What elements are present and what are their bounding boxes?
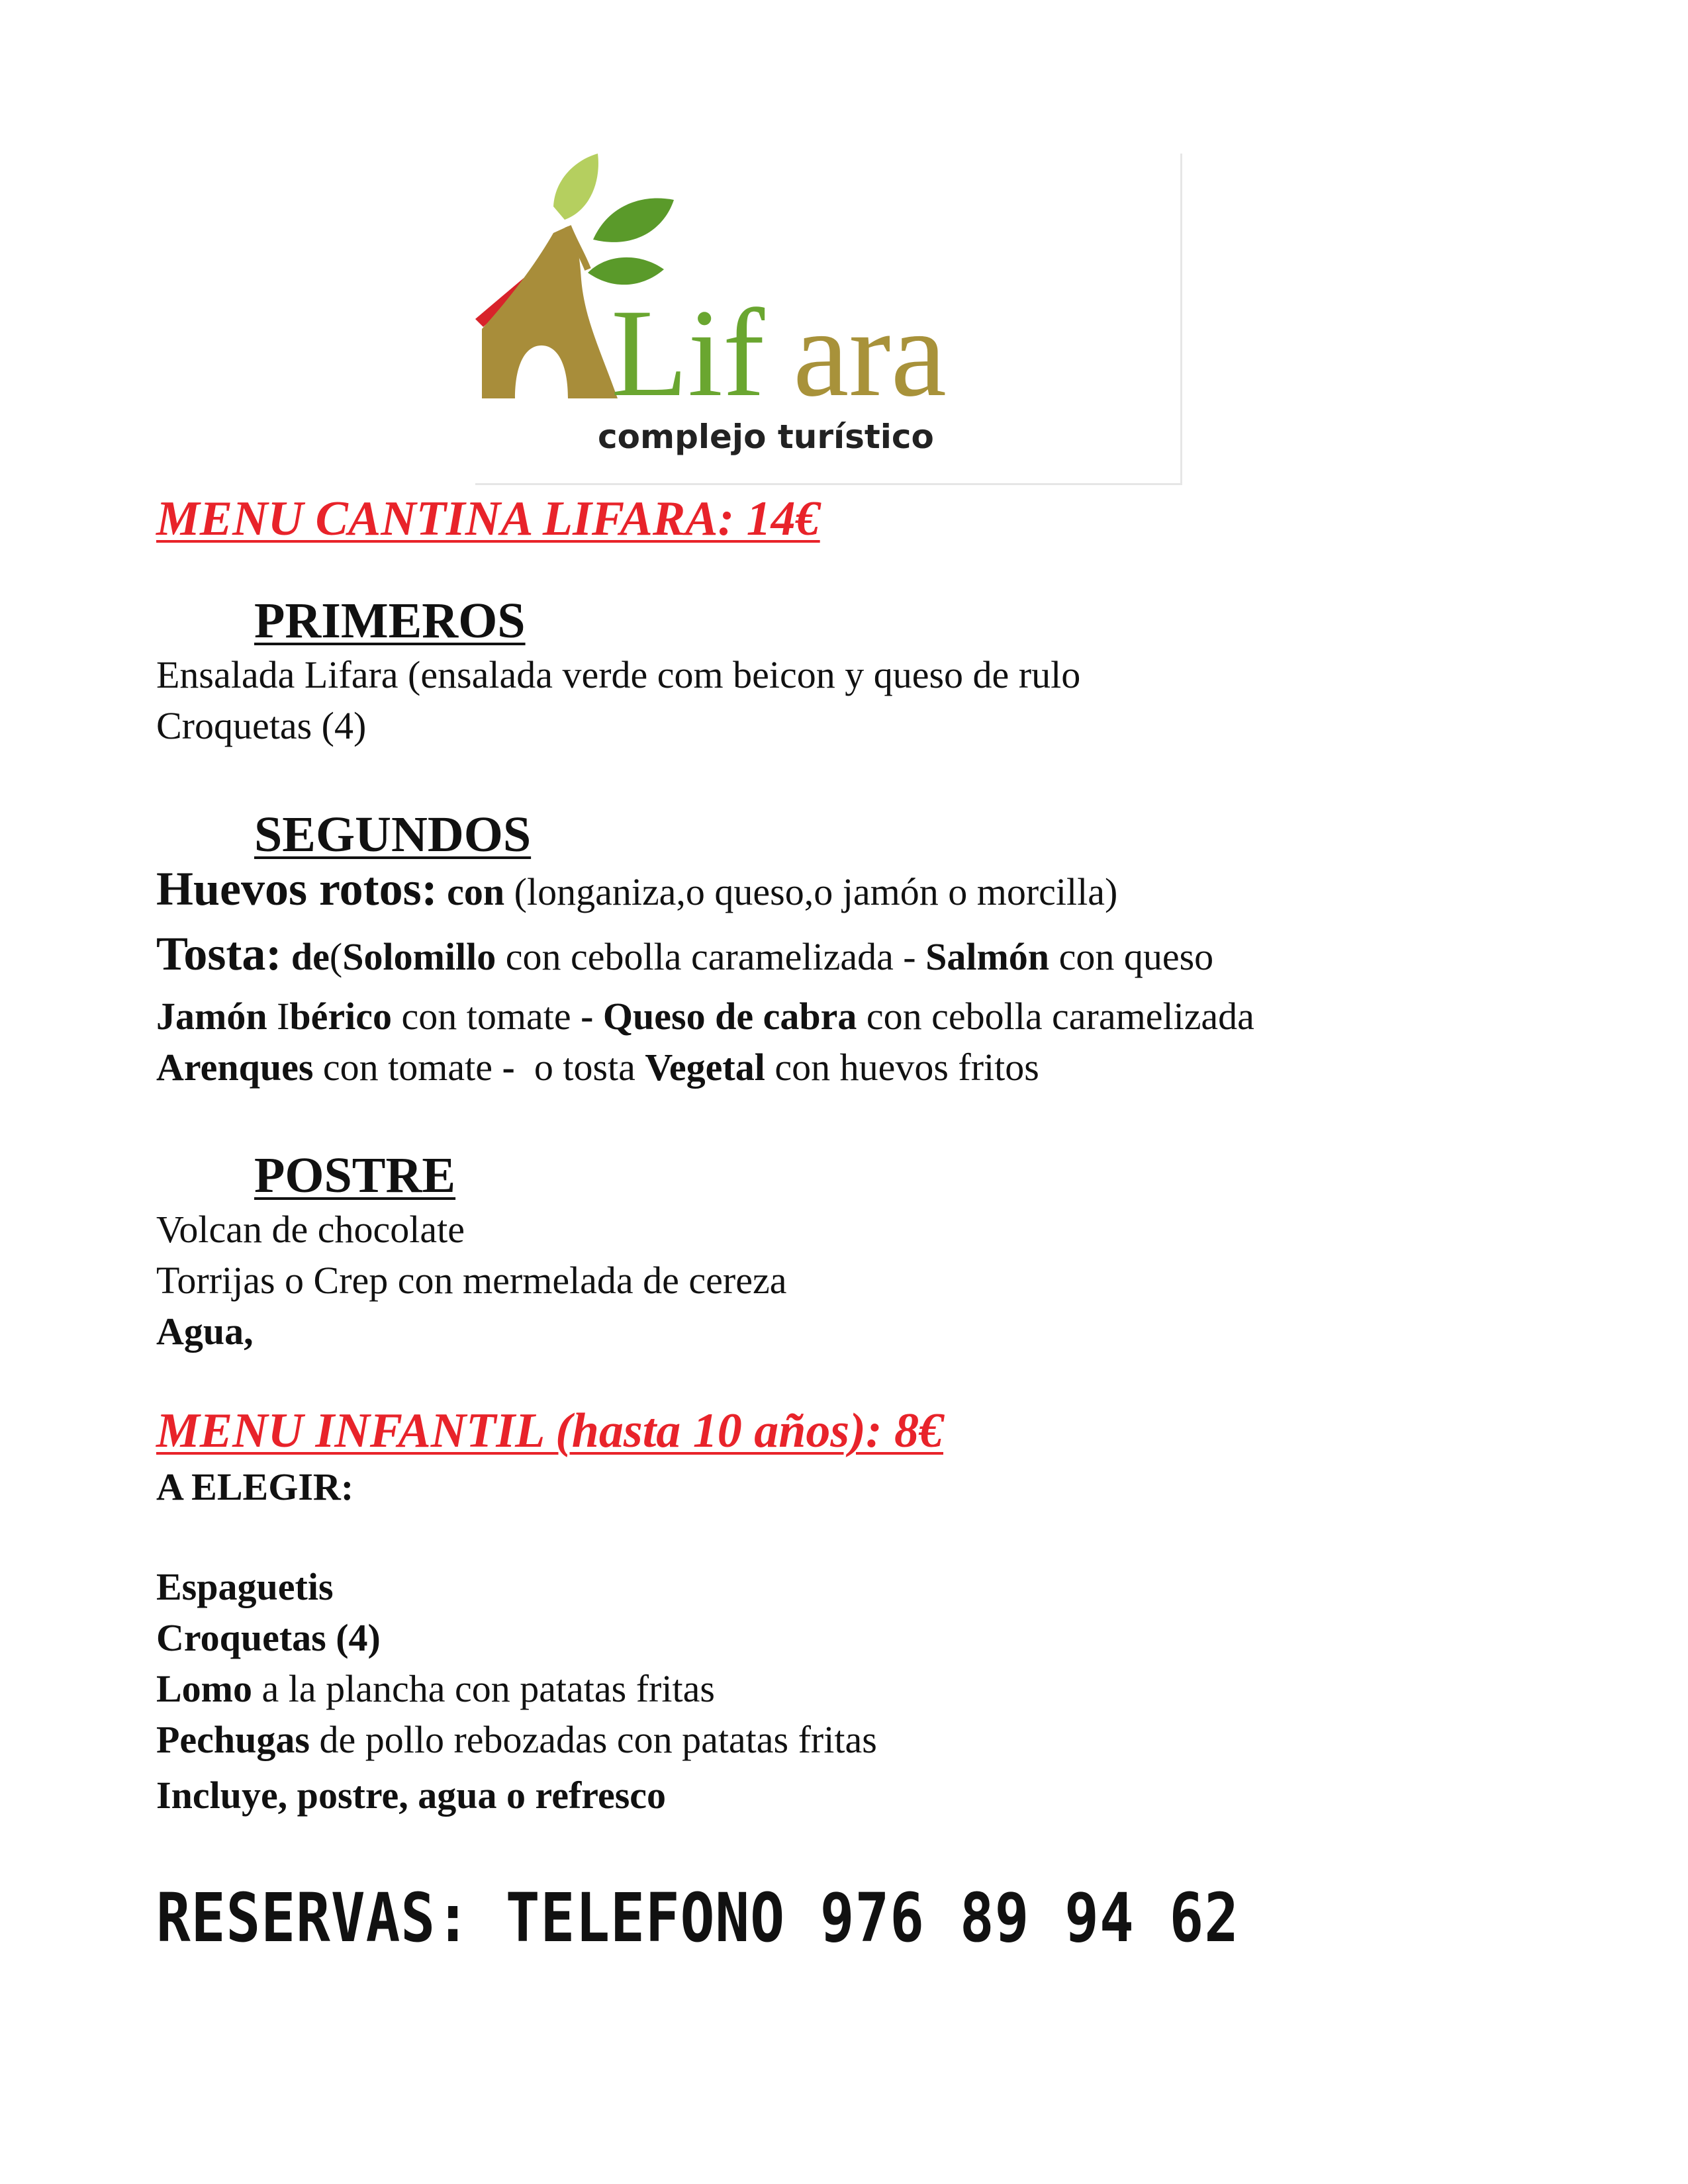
vegetal-rest: con huevos fritos <box>774 1046 1039 1089</box>
leaf-light-icon <box>553 154 598 220</box>
arenques: Arenques <box>156 1046 314 1089</box>
tosta-salmon-rest: con queso <box>1058 935 1214 978</box>
infantil-pechugas-line <box>156 1718 877 1762</box>
lomo-rest: a la plancha con patatas fritas <box>261 1667 715 1710</box>
infantil-croquetas: Croquetas (4) <box>156 1616 381 1659</box>
dash: - <box>581 995 603 1038</box>
tosta-salmon: Salmón <box>925 935 1050 978</box>
primeros-item-2: Croquetas (4) <box>156 704 367 747</box>
tosta-solomillo: Solomillo <box>342 935 496 978</box>
logo-tagline: complejo turístico <box>598 418 934 456</box>
infantil-espaguetis: Espaguetis <box>156 1565 334 1608</box>
menu-title: MENU CANTINA LIFARA: 14€ <box>156 492 820 546</box>
huevos-con: con <box>447 870 505 913</box>
section-primeros-heading: PRIMEROS <box>254 593 526 649</box>
primeros-item-1: Ensalada Lifara (ensalada verde com beicon y queso de rulo <box>156 653 1081 696</box>
tosta-label: Tosta: <box>156 927 282 980</box>
postre-agua: Agua, <box>156 1310 254 1353</box>
segundos-tosta-line <box>156 927 1214 980</box>
house-icon <box>482 226 618 398</box>
vegetal: Vegetal <box>645 1046 765 1089</box>
postre-item-2: Torrijas o Crep con mermelada de cereza <box>156 1259 787 1302</box>
huevos-label: Huevos rotos: <box>156 862 438 915</box>
pechugas-rest: de pollo rebozadas con patatas fritas <box>319 1718 877 1761</box>
segundos-huevos-line <box>156 862 1118 915</box>
pechugas: Pechugas <box>156 1718 310 1761</box>
infantil-subtitle: A ELEGIR: <box>156 1465 354 1508</box>
postre-item-1: Volcan de chocolate <box>156 1208 465 1251</box>
tosta-solomillo-rest: con cebolla caramelizada - <box>505 935 926 978</box>
tosta-paren: ( <box>329 935 343 978</box>
queso-rest: con cebolla caramelizada <box>866 995 1254 1038</box>
lomo: Lomo <box>156 1667 252 1710</box>
section-postre-heading: POSTRE <box>254 1148 456 1203</box>
logo-name-ara: ara <box>793 284 947 423</box>
logo-name-lif: Lif <box>611 284 765 423</box>
jamon: Jamón <box>156 995 267 1038</box>
reservas-phone: RESERVAS: TELEFONO 976 89 94 62 <box>156 1880 1240 1958</box>
infantil-title: MENU INFANTIL (hasta 10 años): 8€ <box>156 1404 943 1458</box>
arenques-rest: con tomate <box>322 1046 492 1089</box>
o-tosta: o tosta <box>534 1046 635 1089</box>
jamon-rest: con tomate <box>401 995 571 1038</box>
iberico-initial: I <box>277 995 290 1038</box>
huevos-options: (longaniza,o queso,o jamón o morcilla) <box>514 870 1118 913</box>
segundos-jamon-line <box>156 995 1254 1038</box>
leaf-dark-icon-2 <box>588 257 664 285</box>
logo-graphic <box>475 154 1180 483</box>
iberico-rest: bérico <box>289 995 393 1038</box>
leaf-dark-icon <box>593 199 674 242</box>
queso-cabra: Queso de cabra <box>602 995 857 1038</box>
infantil-incluye: Incluye, postre, agua o refresco <box>156 1774 667 1817</box>
logo <box>475 154 1182 485</box>
section-segundos-heading: SEGUNDOS <box>254 807 532 862</box>
infantil-lomo-line <box>156 1667 715 1711</box>
tosta-de: de <box>291 935 330 978</box>
dash: - <box>502 1046 515 1089</box>
segundos-arenques-line <box>156 1046 1039 1089</box>
